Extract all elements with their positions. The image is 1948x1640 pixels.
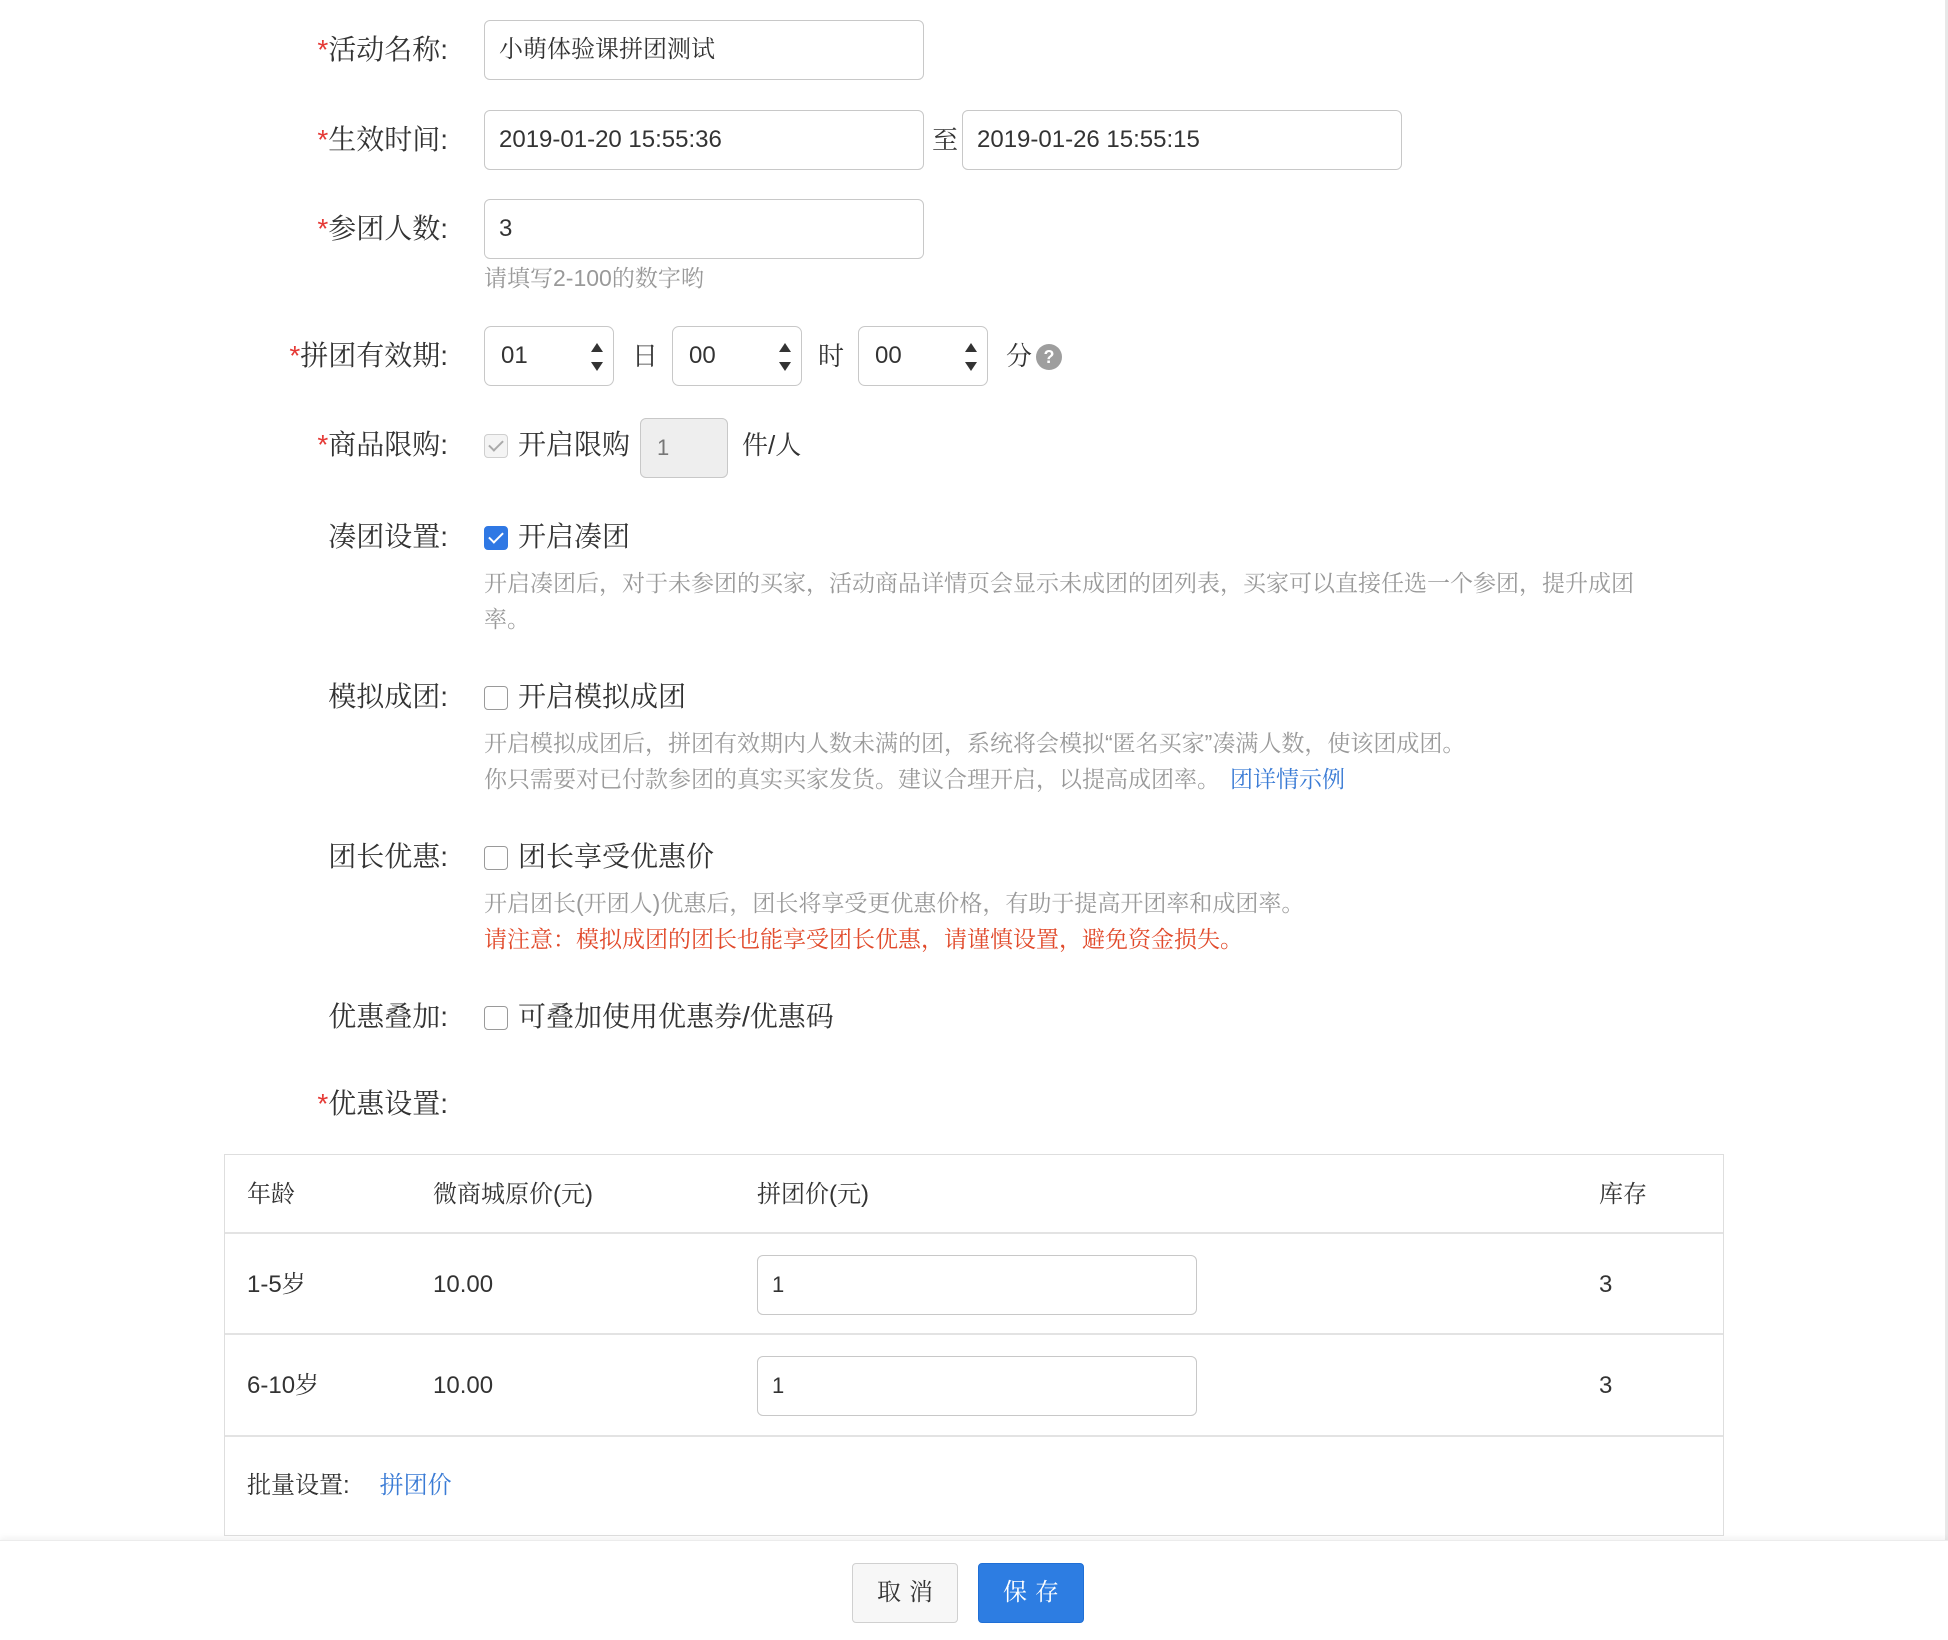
activity-name-input[interactable]: 小萌体验课拼团测试 <box>484 20 924 80</box>
day-unit: 日 <box>632 341 659 371</box>
table-header-group-price: 拼团价(元) <box>757 1181 869 1208</box>
validity-hour-select[interactable]: 00 <box>672 326 802 386</box>
checkmark-icon <box>488 528 504 544</box>
leader-discount-warning: 请注意：模拟成团的团长也能享受团长优惠，请谨慎设置，避免资金损失。 <box>484 926 1243 952</box>
simulate-group-label: 模拟成团: <box>328 681 448 712</box>
group-size-label: *参团人数: <box>317 213 448 244</box>
table-header-stock: 库存 <box>1599 1181 1647 1208</box>
group-size-input[interactable]: 3 <box>484 199 924 259</box>
gather-group-hint-line1: 开启凑团后，对于未参团的买家，活动商品详情页会显示未成团的团列表，买家可以直接任选一个参团，提升成团 <box>484 570 1634 596</box>
row-original-price: 10.00 <box>433 1372 494 1399</box>
leader-discount-checkbox-label: 团长享受优惠价 <box>518 841 715 872</box>
sort-arrows-icon <box>779 343 791 371</box>
time-range-separator: 至 <box>932 125 959 155</box>
start-time-input[interactable]: 2019-01-20 15:55:36 <box>484 110 924 170</box>
purchase-limit-checkbox-label: 开启限购 <box>518 429 631 460</box>
batch-settings: 批量设置: 拼团价 <box>247 1472 452 1499</box>
row-age: 1-5岁 <box>247 1271 306 1298</box>
required-mark: * <box>317 429 329 460</box>
required-mark: * <box>317 1088 329 1119</box>
gather-group-checkbox[interactable] <box>484 526 508 550</box>
validity-day-select[interactable]: 01 <box>484 326 614 386</box>
row-group-price-input[interactable]: 1 <box>757 1356 1197 1416</box>
validity-minute-select[interactable]: 00 <box>858 326 988 386</box>
end-time-input[interactable]: 2019-01-26 15:55:15 <box>962 110 1402 170</box>
save-button[interactable]: 保存 <box>978 1563 1084 1623</box>
question-circle-icon[interactable]: ? <box>1036 344 1062 370</box>
activity-name-label: *活动名称: <box>317 34 448 65</box>
leader-discount-label: 团长优惠: <box>328 841 448 872</box>
batch-group-price-link[interactable]: 拼团价 <box>379 1472 452 1499</box>
group-detail-example-link[interactable]: 团详情示例 <box>1230 766 1345 792</box>
footer-bar <box>0 1540 1948 1640</box>
group-size-hint: 请填写2-100的数字哟 <box>484 265 704 291</box>
row-stock: 3 <box>1599 1271 1613 1298</box>
leader-discount-hint: 开启团长(开团人)优惠后，团长将享受更优惠价格，有助于提高开团率和成团率。 <box>484 890 1305 916</box>
gather-group-label: 凑团设置: <box>328 521 448 552</box>
purchase-limit-input[interactable]: 1 <box>640 418 728 478</box>
sort-arrows-icon <box>591 343 603 371</box>
simulate-group-hint-line2: 你只需要对已付款参团的真实买家发货。建议合理开启，以提高成团率。 团详情示例 <box>484 766 1345 792</box>
gather-group-hint-line2: 率。 <box>484 606 530 632</box>
required-mark: * <box>317 124 329 155</box>
sort-arrows-icon <box>965 343 977 371</box>
simulate-group-checkbox-label: 开启模拟成团 <box>518 681 687 712</box>
discount-settings-label: *优惠设置: <box>317 1088 448 1119</box>
required-mark: * <box>317 34 329 65</box>
purchase-limit-label: *商品限购: <box>317 429 448 460</box>
discount-stack-checkbox-label: 可叠加使用优惠券/优惠码 <box>518 1001 834 1032</box>
gather-group-checkbox-label: 开启凑团 <box>518 521 631 552</box>
validity-label: *拼团有效期: <box>289 340 448 371</box>
cancel-button[interactable]: 取消 <box>852 1563 958 1623</box>
row-age: 6-10岁 <box>247 1372 320 1399</box>
simulate-group-hint-line1: 开启模拟成团后，拼团有效期内人数未满的团，系统将会模拟“匿名买家”凑满人数，使该团成团。 <box>484 730 1466 756</box>
table-header-age: 年龄 <box>247 1181 295 1208</box>
row-group-price-input[interactable]: 1 <box>757 1255 1197 1315</box>
table-header-original-price: 微商城原价(元) <box>433 1181 593 1208</box>
row-original-price: 10.00 <box>433 1271 494 1298</box>
price-table <box>224 1154 1724 1536</box>
purchase-limit-checkbox[interactable] <box>484 434 508 458</box>
discount-stack-label: 优惠叠加: <box>328 1001 448 1032</box>
required-mark: * <box>317 213 329 244</box>
purchase-limit-unit: 件/人 <box>742 430 802 460</box>
leader-discount-checkbox[interactable] <box>484 846 508 870</box>
simulate-group-checkbox[interactable] <box>484 686 508 710</box>
row-divider <box>225 1435 1723 1437</box>
required-mark: * <box>289 340 301 371</box>
minute-unit: 分 <box>1006 341 1033 371</box>
row-stock: 3 <box>1599 1372 1613 1399</box>
row-divider <box>225 1232 1723 1234</box>
checkmark-icon <box>488 436 504 452</box>
row-divider <box>225 1333 1723 1335</box>
discount-stack-checkbox[interactable] <box>484 1006 508 1030</box>
effective-time-label: *生效时间: <box>317 124 448 155</box>
hour-unit: 时 <box>818 341 845 371</box>
